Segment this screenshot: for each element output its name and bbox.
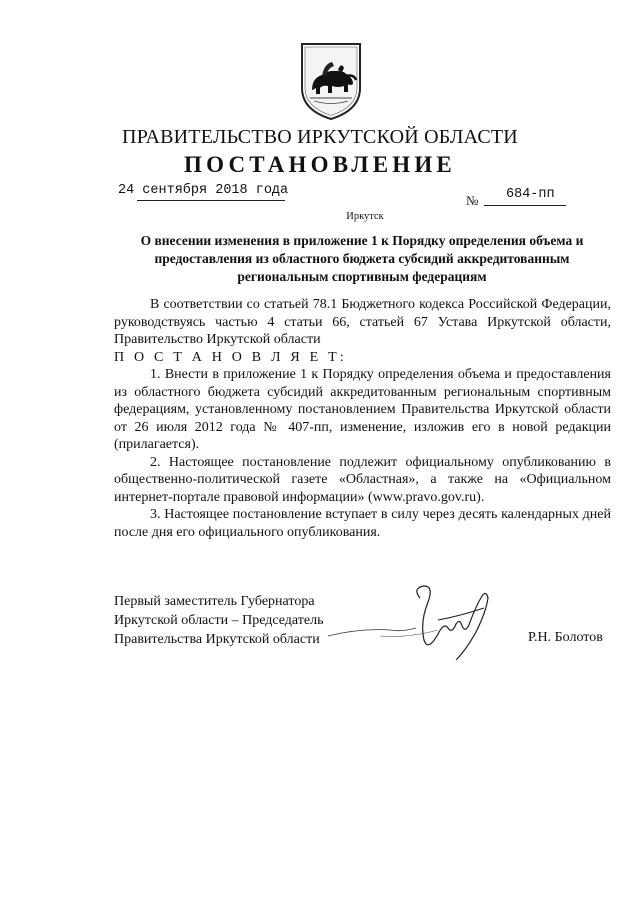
intro-paragraph: В соответствии со статьей 78.1 Бюджетного кодекса Российской Федерации, руководствуясь частью 4 статьи 66, статьей 67 Устава Иркутской области, Правительство Иркутской области	[114, 297, 611, 347]
signer-position	[114, 592, 323, 649]
document-date: 24 сентября 2018 года	[118, 183, 289, 198]
government-title: ПРАВИТЕЛЬСТВО ИРКУТСКОЙ ОБЛАСТИ	[122, 126, 518, 148]
document-body	[114, 296, 611, 541]
date-underline	[137, 200, 285, 201]
document-type-title: ПОСТАНОВЛЕНИЕ	[184, 152, 456, 177]
item-paragraph-1: 1. Внести в приложение 1 к Порядку определения объема и предоставления из областного бюджета субсидий аккредитованным региональным спортивным федерациям, установленному постановлением Правительства Иркутской области от 26 июля 2012 года № 407-пп, изменение, изложив его в новой редакции (прилагается).	[114, 367, 611, 452]
signer-name: Р.Н. Болотов	[528, 630, 603, 645]
signer-position-line: Правительства Иркутской области	[114, 632, 320, 647]
number-sign: №	[466, 193, 479, 208]
item-paragraph-2: 2. Настоящее постановление подлежит официальному опубликованию в общественно-политической газете «Областная», а также на «Официальном интернет-портале правовой информации» (www.pravo.gov.ru).	[114, 454, 611, 505]
document-number: 684-пп	[506, 187, 555, 202]
city-label: Иркутск	[346, 211, 384, 222]
number-underline	[484, 205, 566, 206]
coat-of-arms-emblem	[298, 40, 364, 122]
signer-position-line: Первый заместитель Губернатора	[114, 594, 315, 609]
signer-position-line: Иркутской области – Председатель	[114, 613, 324, 628]
item-paragraph-3: 3. Настоящее постановление вступает в силу через десять календарных дней после дня его официального опубликования.	[114, 507, 611, 540]
document-heading: О внесении изменения в приложение 1 к Порядку определения объема и предоставления из областного бюджета субсидий аккредитованным региональным спортивным федерациям	[140, 233, 584, 284]
handwritten-signature	[320, 578, 520, 668]
decree-word: П О С Т А Н О В Л Я Е Т:	[114, 349, 347, 365]
